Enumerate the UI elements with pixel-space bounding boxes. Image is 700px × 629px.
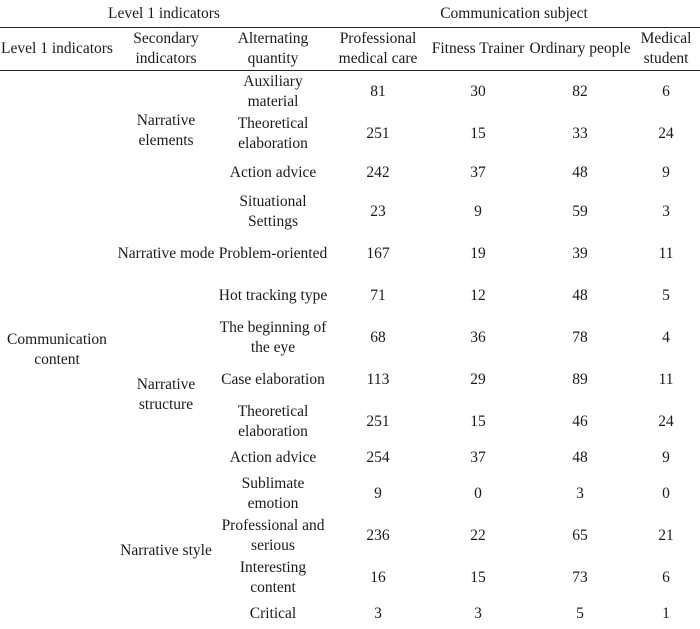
table-row (0, 71, 700, 114)
column-header: Secondary indicators (114, 28, 218, 71)
secondary-indicator-cell: Narrative style (120, 542, 212, 559)
value-cell: 71 (370, 287, 386, 304)
item-cell: Situational Settings (239, 193, 307, 230)
value-cell: 21 (658, 527, 674, 544)
value-cell: 59 (572, 203, 588, 220)
value-cell: 9 (374, 485, 382, 502)
value-cell: 15 (470, 125, 486, 142)
item-cell: Critical (249, 605, 297, 622)
column-header: Professional medical care (328, 28, 428, 71)
value-cell: 82 (572, 83, 588, 100)
value-cell: 0 (474, 485, 482, 502)
value-cell: 15 (470, 413, 486, 430)
secondary-indicator-cell: Narrative elements (136, 112, 196, 149)
value-cell: 37 (470, 449, 486, 466)
value-cell: 48 (572, 287, 588, 304)
value-cell: 15 (470, 569, 486, 586)
value-cell: 9 (662, 164, 670, 181)
value-cell: 36 (470, 329, 486, 346)
value-cell: 48 (572, 164, 588, 181)
value-cell: 73 (572, 569, 588, 586)
item-cell: Auxiliary material (243, 73, 303, 110)
value-cell: 39 (572, 245, 588, 262)
value-cell: 33 (572, 125, 588, 142)
value-cell: 113 (366, 371, 390, 388)
value-cell: 89 (572, 371, 588, 388)
item-cell: Interesting content (239, 559, 307, 596)
item-cell: Sublimate emotion (241, 475, 305, 512)
value-cell: 167 (366, 245, 390, 262)
value-cell: 6 (662, 569, 670, 586)
header-column-row (0, 28, 700, 71)
item-cell: Professional and serious (221, 517, 325, 554)
item-cell: Action advice (229, 164, 317, 181)
value-cell: 6 (662, 83, 670, 100)
item-cell: Theoretical elaboration (237, 115, 309, 152)
value-cell: 19 (470, 245, 486, 262)
item-cell: The beginning of the eye (219, 319, 327, 356)
column-header: Alternating quantity (218, 28, 328, 71)
value-cell: 30 (470, 83, 486, 100)
level1-cell: Communication content (7, 331, 107, 368)
value-cell: 11 (658, 245, 674, 262)
group-header-subject: Communication subject (328, 0, 700, 28)
item-cell: Hot tracking type (218, 287, 328, 304)
column-header: Medical student (632, 28, 700, 71)
value-cell: 24 (658, 125, 674, 142)
value-cell: 23 (370, 203, 386, 220)
value-cell: 48 (572, 449, 588, 466)
value-cell: 29 (470, 371, 486, 388)
value-cell: 3 (374, 605, 382, 622)
value-cell: 78 (572, 329, 588, 346)
value-cell: 81 (370, 83, 386, 100)
value-cell: 3 (474, 605, 482, 622)
value-cell: 22 (470, 527, 486, 544)
item-cell: Theoretical elaboration (237, 403, 309, 440)
value-cell: 24 (658, 413, 674, 430)
value-cell: 12 (470, 287, 486, 304)
value-cell: 251 (366, 413, 390, 430)
header-group-row (0, 0, 700, 28)
value-cell: 251 (366, 125, 390, 142)
value-cell: 4 (662, 329, 670, 346)
column-header: Ordinary people (528, 28, 632, 71)
value-cell: 0 (662, 485, 670, 502)
column-header: Level 1 indicators (0, 28, 114, 71)
value-cell: 9 (474, 203, 482, 220)
value-cell: 11 (658, 371, 674, 388)
value-cell: 242 (366, 164, 390, 181)
item-cell: Case elaboration (221, 371, 325, 388)
value-cell: 254 (366, 449, 390, 466)
value-cell: 46 (572, 413, 588, 430)
value-cell: 3 (662, 203, 670, 220)
value-cell: 65 (572, 527, 588, 544)
item-cell: Problem-oriented (218, 245, 328, 262)
value-cell: 9 (662, 449, 670, 466)
value-cell: 1 (662, 605, 670, 622)
value-cell: 3 (576, 485, 584, 502)
group-header-level1: Level 1 indicators (0, 0, 328, 28)
table-body (0, 71, 700, 629)
value-cell: 5 (662, 287, 670, 304)
value-cell: 236 (366, 527, 390, 544)
item-cell: Action advice (229, 449, 317, 466)
secondary-indicator-cell: Narrative mode (117, 245, 215, 262)
value-cell: 68 (370, 329, 386, 346)
secondary-indicator-cell: Narrative structure (136, 376, 196, 413)
column-header: Fitness Trainer (428, 28, 528, 71)
value-cell: 5 (576, 605, 584, 622)
value-cell: 37 (470, 164, 486, 181)
value-cell: 16 (370, 569, 386, 586)
